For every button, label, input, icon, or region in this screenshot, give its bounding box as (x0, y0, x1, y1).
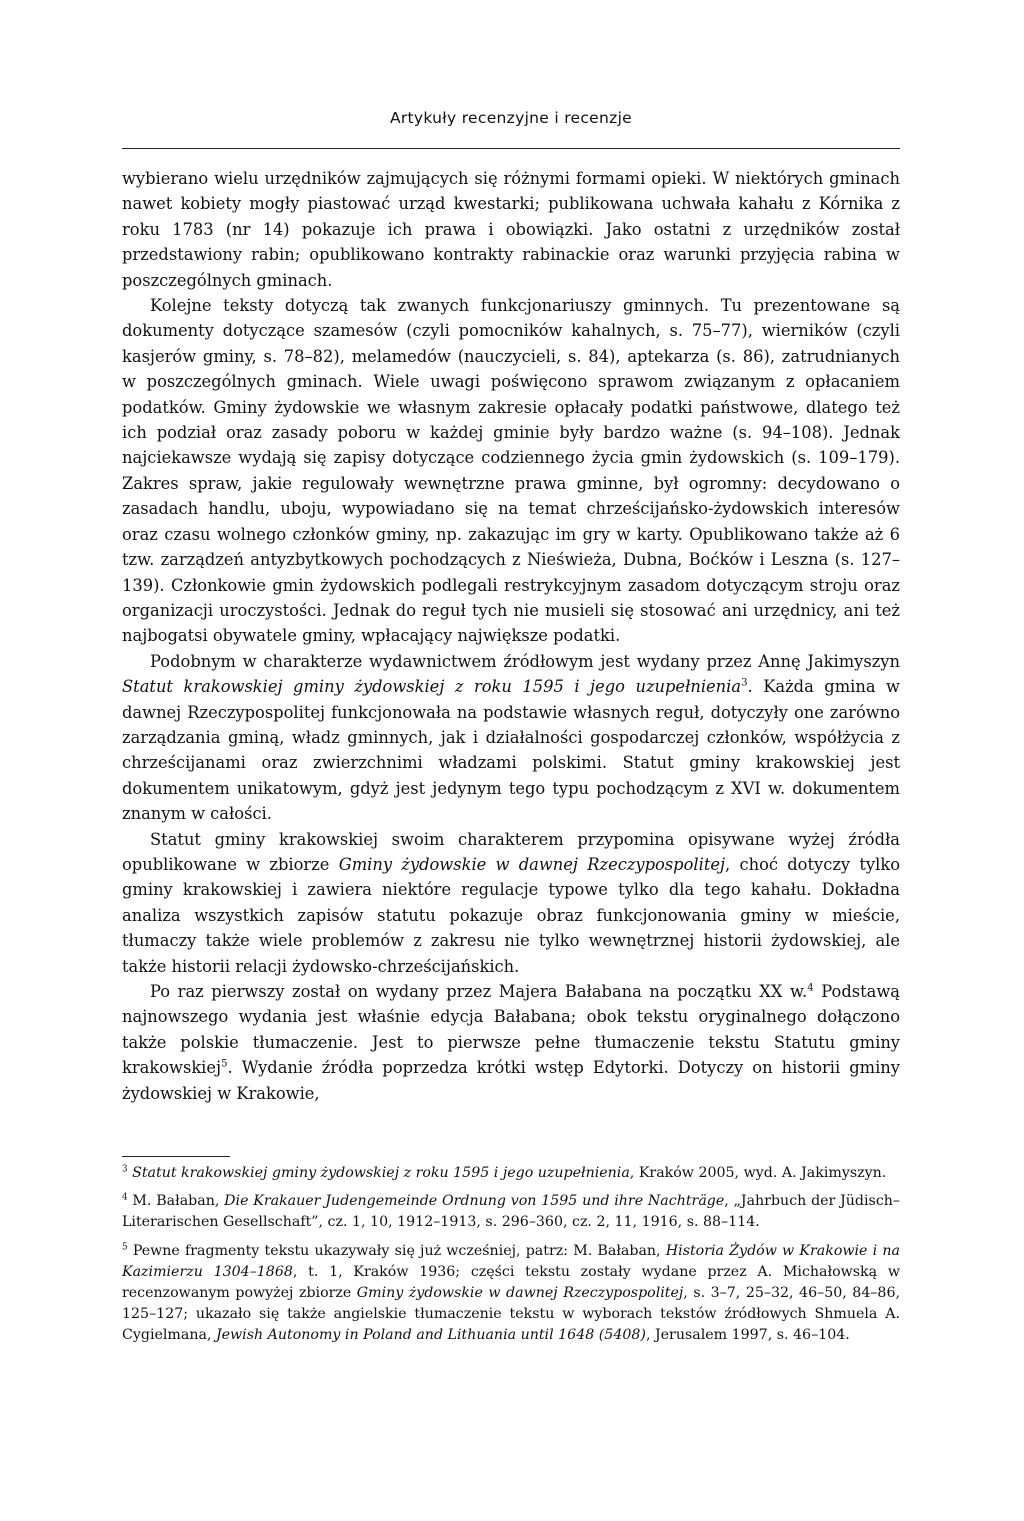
footnote-number: 3 (122, 1164, 128, 1175)
footnote-title: Die Krakauer Judengemeinde Ordnung von 1595 und ihre Nachträge (224, 1193, 725, 1210)
footnote-ref-4: 4 (807, 982, 814, 994)
footnote-ref-5: 5 (221, 1058, 228, 1070)
book-title-statut: Statut krakowskiej gminy żydowskiej z roku 1595 i jego uzupełnienia (122, 677, 742, 697)
footnote-title: Jewish Autonomy in Poland and Lithuania until 1648 (5408) (215, 1327, 646, 1344)
footnote-number: 5 (122, 1241, 128, 1252)
paragraph-2: Kolejne teksty dotyczą tak zwanych funkcjonariuszy gminnych. Tu prezentowane są dokumenty dotyczące szamesów (czyli pomocników kahalnych, s. 75–77), wierników (czyli kasjerów gminy, s. 78–82), melamedów (nauczycieli, s. 84), aptekarza (s. 86), zatrudnianych w poszczególnych gminach. Wiele uwagi poświęcono sprawom związanym z opłacaniem podatków. Gminy żydowskie we własnym zakresie opłacały podatki państwowe, dlatego też ich podział oraz zasady poboru w każdej gminie były bardzo ważne (s. 94–108). Jednak najciekawsze wydają się zapisy dotyczące codziennego życia gmin żydowskich (s. 109–179). Zakres spraw, jakie regulowały wewnętrzne prawa gminne, był ogromny: decydowano o zasadach handlu, uboju, wypowiadano się na temat chrześcijańsko-żydowskich interesów oraz czasu wolnego członków gminy, np. zakazując im gry w karty. Opublikowano także aż 6 tzw. zarządzeń antyzbytkowych pochodzących z Nieświeża, Dubna, Boćków i Leszna (s. 127–139). Członkowie gmin żydowskich podlegali restrykcyjnym zasadom dotyczącym stroju oraz organizacji uroczystości. Jednak do reguł tych nie musieli się stosować ani urzędnicy, ani też najbogatsi obywatele gminy, wpłacający największe podatki. (122, 296, 900, 646)
footnote-title: Gminy żydowskie w dawnej Rzeczypospolitej (356, 1285, 684, 1302)
footnote-3 (122, 1163, 900, 1184)
book-title-gminy: Gminy żydowskie w dawnej Rzeczypospolitej (338, 854, 726, 874)
header-rule (122, 148, 900, 149)
paragraph-5 (122, 979, 900, 1106)
footnote-4 (122, 1191, 900, 1233)
footnote-text: M. Bałaban, (132, 1193, 225, 1210)
footnote-text: , t. 1, Kraków 1936; części tekstu zostały wydane przez A. Michałowską w recenzowanym powyżej zbiorze (122, 1263, 900, 1302)
footnote-text: , „Jahrbuch der Jüdisch–Literarischen Gesellschaft”, cz. 1, 10, 1912–1913, s. 296–360, cz. 2, 11, 1916, s. 88–114. (122, 1193, 901, 1231)
footnote-title: Statut krakowskiej gminy żydowskiej z roku 1595 i jego uzupełnienia (132, 1165, 630, 1181)
paragraph-1: wybierano wielu urzędników zajmujących się różnymi formami opieki. W niektórych gminach nawet kobiety mogły piastować urząd kwestarki; publikowana uchwała kahału z Kórnika z roku 1783 (nr 14) pokazuje ich prawa i obowiązki. Jako ostatni z urzędników został przedstawiony rabin; opublikowano kontrakty rabinackie oraz warunki przyjęcia rabina w poszczególnych gminach. (122, 169, 900, 290)
paragraph-3 (122, 649, 900, 827)
footnote-5 (122, 1241, 900, 1347)
paragraph-5-text-a: Po raz pierwszy został on wydany przez Majera Bałabana na początku XX w. (150, 982, 808, 1001)
running-head: Artykuły recenzyjne i recenzje (389, 109, 633, 127)
footnote-number: 4 (122, 1192, 128, 1203)
footnote-title: Historia Żydów w Krakowie i na Kazimierzu 1304–1868 (122, 1242, 901, 1280)
footnote-text: , Jerusalem 1997, s. 46–104. (645, 1327, 850, 1344)
paragraph-3-text-b: . Każda gmina w dawnej Rzeczypospolitej funkcjonowała na podstawie własnych reguł, dotyczyły one zarówno zarządzania gminą, władz gminnych, jak i działalności gospodarczej członków, współżycia z chrześcijanami oraz zwierzchnimi władzami polskimi. Statut gminy krakowskiej jest dokumentem unikatowym, gdyż jest jedynym tego typu pochodzącym z XVI w. dokumentem znanym w całości. (122, 677, 900, 824)
footnote-text: , s. 3–7, 25–32, 46–50, 84–86, 125–127; ukazało się także angielskie tłumaczenie tekstu w wyborach tekstów źródłowych Shmuela A. Cygielmana, (122, 1285, 900, 1344)
main-text (122, 166, 900, 1106)
footnote-rule (122, 1156, 230, 1157)
paragraph-4 (122, 827, 900, 979)
footnote-text: , Kraków 2005, wyd. A. Jakimyszyn. (629, 1165, 887, 1181)
footnotes (122, 1163, 900, 1354)
paragraph-5-text-c: . Wydanie źródła poprzedza krótki wstęp Edytorki. Dotyczy on historii gminy żydowskiej w Krakowie, (122, 1058, 900, 1103)
paragraph-3-text-a: Podobnym w charakterze wydawnictwem źródłowym jest wydany przez Annę Jakimyszyn (150, 651, 900, 671)
paragraph-4-text-a: Statut gminy krakowskiej swoim charakterem przypomina opisywane wyżej źródła opublikowane w zbiorze (122, 829, 900, 874)
paragraph-5-text-b: Podstawą najnowszego wydania jest właśnie edycja Bałabana; obok tekstu oryginalnego dołączono także polskie tłumaczenie. Jest to pierwsze pełne tłumaczenie tekstu Statutu gminy krakowskiej (122, 982, 900, 1078)
paragraph-4-text-b: , choć dotyczy tylko gminy krakowskiej i zawiera niektóre regulacje typowe tylko dla tego kahału. Dokładna analiza wszystkich zapisów statutu pokazuje obraz funkcjonowania gminy w mieście, tłumaczy także wiele problemów z zakresu nie tylko wewnętrznej historii żydowskiej, ale także historii relacji żydowsko-chrześcijańskich. (122, 854, 900, 976)
footnote-ref-3: 3 (741, 677, 748, 689)
footnote-text: Pewne fragmenty tekstu ukazywały się już wcześniej, patrz: M. Bałaban, (132, 1242, 666, 1259)
